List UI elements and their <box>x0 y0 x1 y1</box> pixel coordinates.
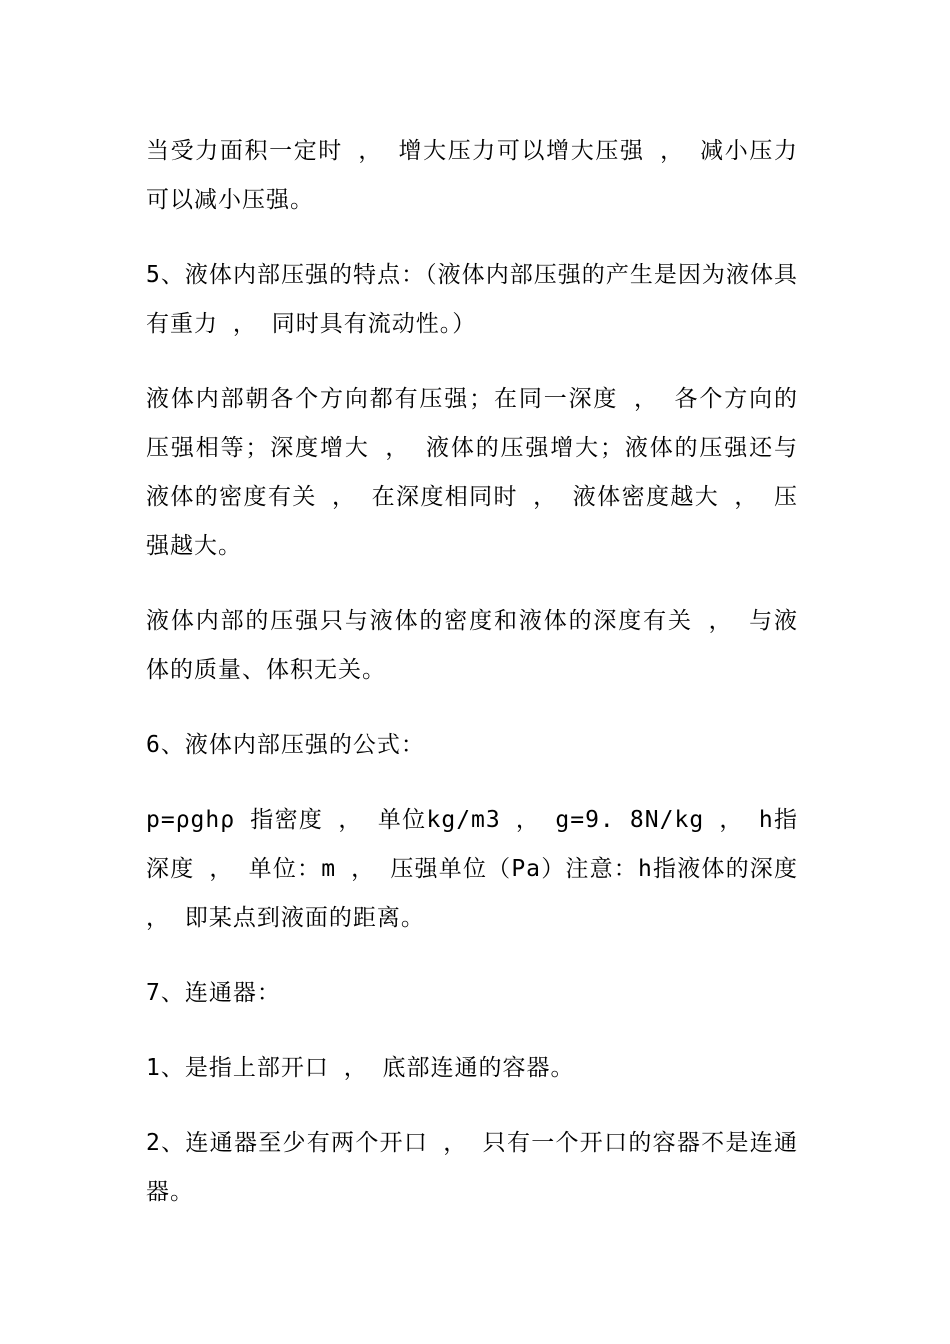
heading-connected-vessels: 7、连通器： <box>146 980 281 1006</box>
list-item-connected-vessels-1: 1、是指上部开口 ， 底部连通的容器。 <box>146 1055 575 1081</box>
document-body <box>146 127 798 1243</box>
heading-liquid-pressure-formula: 6、液体内部压强的公式： <box>146 732 425 758</box>
paragraph-formula: p=ρghρ 指密度 ， 单位kg/m3 ， g=9. 8N/kg ， h指深度 ， 单位：m ， 压强单位（Pa）注意：h指液体的深度 ， 即某点到液面的距离。 <box>146 807 798 931</box>
paragraph-pressure-area: 当受力面积一定时 ， 增大压力可以增大压强 ， 减小压力可以减小压强。 <box>146 138 798 213</box>
list-item-connected-vessels-2: 2、连通器至少有两个开口 ， 只有一个开口的容器不是连通器。 <box>146 1130 798 1205</box>
paragraph-liquid-pressure-dependency: 液体内部的压强只与液体的密度和液体的深度有关 ， 与液体的质量、体积无关。 <box>146 608 798 683</box>
paragraph-liquid-pressure-directions: 液体内部朝各个方向都有压强；在同一深度 ， 各个方向的压强相等；深度增大 ， 液体的压强增大；液体的压强还与液体的密度有关 ， 在深度相同时 ， 液体密度越大 ， 压强越大。 <box>146 386 798 559</box>
paragraph-liquid-pressure-features: 5、液体内部压强的特点：（液体内部压强的产生是因为液体具有重力 ， 同时具有流动性。） <box>146 262 798 337</box>
